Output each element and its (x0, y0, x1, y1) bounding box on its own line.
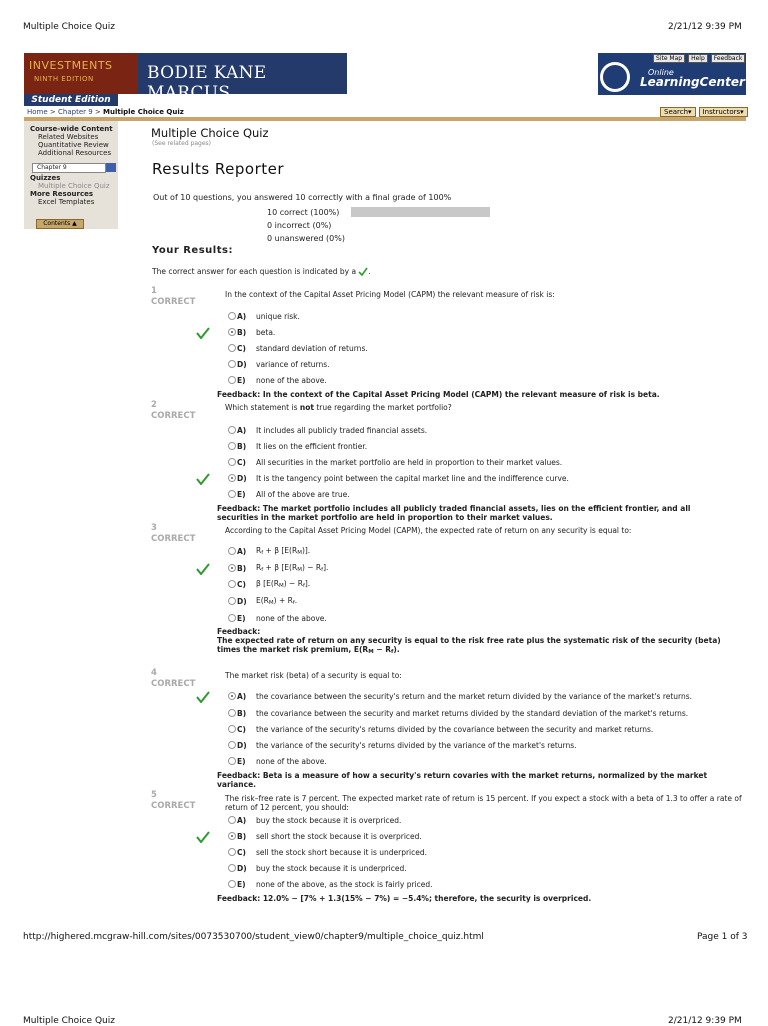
chapter-select[interactable] (32, 163, 124, 172)
olc-online-label: Online (648, 68, 674, 77)
formula-sub-f: f (261, 567, 264, 573)
radio-button[interactable] (228, 458, 236, 466)
radio-button[interactable] (228, 360, 236, 368)
investments-logo (24, 53, 138, 94)
formula-close: . (294, 596, 298, 605)
option-text: It is the tangency point between the capital market line and the indifference curve. (256, 473, 569, 483)
question-text: In the context of the Capital Asset Pricing Model (CAPM) the relevant measure of risk is: (225, 290, 555, 299)
formula-part: ) + R (273, 596, 293, 605)
answer-option[interactable] (228, 488, 350, 500)
radio-button[interactable] (228, 725, 236, 733)
option-text: standard deviation of returns. (256, 343, 368, 353)
feedback-label: Feedback: (217, 627, 261, 636)
radio-button[interactable] (228, 344, 236, 352)
footer-page: Page 1 of 3 (697, 932, 748, 942)
answer-option[interactable] (228, 862, 407, 874)
sidebar (24, 121, 118, 229)
student-edition-label: Student Edition (24, 94, 118, 106)
answer-option[interactable] (228, 310, 300, 322)
option-text: It includes all publicly traded financial assets. (256, 425, 428, 435)
radio-button[interactable] (228, 816, 236, 824)
option-letter: C) (237, 343, 246, 353)
feedback-text: Feedback: In the context of the Capital Asset Pricing Model (CAPM) the relevant measure of risk is beta. (217, 390, 660, 399)
radio-button[interactable] (228, 376, 236, 384)
feedback-text: Feedback: 12.0% − [7% + 1.3(15% − 7%) = −5.4%; therefore, the security is overpriced. (217, 894, 592, 903)
score-bar (351, 207, 490, 217)
answer-option[interactable] (228, 342, 368, 354)
option-letter: B) (237, 327, 247, 337)
print-datetime-2: 2/21/12 9:39 PM (668, 1016, 742, 1026)
correct-check-icon (196, 831, 210, 843)
option-formula (256, 546, 310, 556)
sidebar-quizzes: Quizzes (30, 174, 61, 182)
answer-option[interactable] (228, 723, 653, 735)
option-text: All securities in the market portfolio are held in proportion to their market values. (256, 457, 563, 467)
option-letter: E) (237, 756, 246, 766)
question-number (151, 668, 195, 690)
formula-sub-f: f (321, 567, 324, 573)
breadcrumb (27, 108, 184, 116)
answer-option[interactable] (228, 755, 327, 767)
sidebar-item-additional-resources[interactable]: Additional Resources (38, 149, 112, 157)
question-number (151, 400, 195, 422)
radio-button[interactable] (228, 474, 236, 482)
option-letter: C) (237, 724, 246, 734)
radio-button[interactable] (228, 564, 236, 572)
breadcrumb-home[interactable]: Home (27, 108, 48, 116)
answer-option[interactable] (228, 814, 401, 826)
question-number (151, 790, 195, 812)
correct-stat: 10 correct (100%) (267, 208, 340, 217)
option-text: beta. (256, 327, 276, 337)
feedback-part: ). (393, 645, 400, 654)
formula-sub-m: M (297, 567, 302, 573)
formula-sub-m: M (268, 600, 274, 606)
option-text: sell short the stock because it is overpriced. (256, 831, 422, 841)
results-summary: Out of 10 questions, you answered 10 correctly with a final grade of 100% (153, 193, 452, 202)
option-text: buy the stock because it is overpriced. (256, 815, 402, 825)
option-text: none of the above, as the stock is fairly priced. (256, 879, 433, 889)
question-num-value: 3 (151, 523, 157, 533)
breadcrumb-sep: > (49, 108, 56, 116)
authors-title: BODIE KANE MARCUS (147, 63, 267, 103)
results-reporter-title: Results Reporter (152, 160, 285, 178)
question-status: CORRECT (151, 297, 196, 307)
breadcrumb-current: Multiple Choice Quiz (103, 108, 184, 116)
option-text: unique risk. (256, 311, 300, 321)
sidebar-course-wide: Course-wide Content (30, 125, 113, 133)
radio-button[interactable] (228, 709, 236, 717)
option-letter: D) (237, 473, 247, 483)
answer-option[interactable] (228, 424, 427, 436)
radio-button[interactable] (228, 547, 236, 555)
option-letter: A) (237, 815, 247, 825)
correct-check-icon (196, 473, 210, 485)
formula-sub-f: f (302, 583, 305, 589)
option-text: sell the stock short because it is underpriced. (256, 847, 428, 857)
correct-check-icon (196, 563, 210, 575)
option-letter: A) (237, 546, 247, 556)
radio-button[interactable] (228, 597, 236, 605)
sidebar-item-excel-templates[interactable]: Excel Templates (38, 198, 95, 206)
option-text: All of the above are true. (256, 489, 350, 499)
see-related-link[interactable]: (See related pages) (152, 140, 212, 147)
answer-option[interactable] (228, 739, 577, 751)
option-text: buy the stock because it is underpriced. (256, 863, 407, 873)
radio-button[interactable] (228, 580, 236, 588)
radio-button[interactable] (228, 312, 236, 320)
formula-sub-m: M (368, 649, 374, 655)
option-letter: C) (237, 847, 246, 857)
answer-option[interactable] (228, 440, 367, 452)
radio-button[interactable] (228, 426, 236, 434)
radio-button[interactable] (228, 614, 236, 622)
radio-button[interactable] (228, 328, 236, 336)
formula-sub-m: M (297, 550, 302, 556)
radio-button[interactable] (228, 741, 236, 749)
option-text: none of the above. (256, 375, 327, 385)
question-num-value: 2 (151, 400, 157, 410)
option-text: the variance of the security's returns divided by the covariance between the security and market returns. (256, 724, 654, 734)
radio-button[interactable] (228, 864, 236, 872)
answer-option[interactable] (228, 690, 692, 702)
question-text: The market risk (beta) of a security is equal to: (225, 671, 402, 680)
feedback-text: Feedback: Beta is a measure of how a security's return covaries with the market returns, normalized by the market variance. (217, 771, 708, 789)
breadcrumb-chapter[interactable]: Chapter 9 (58, 108, 93, 116)
answer-option[interactable] (228, 374, 327, 386)
answer-option[interactable] (228, 456, 562, 468)
question-status: CORRECT (151, 801, 196, 811)
answer-option[interactable] (228, 472, 569, 484)
question-text-pre: Which statement is (225, 403, 300, 412)
answer-option[interactable] (228, 830, 422, 842)
chapter-select-arrow-icon (106, 163, 116, 172)
radio-button[interactable] (228, 757, 236, 765)
legend-label: The correct answer for each question is indicated by a (152, 267, 357, 276)
print-page-title-2: Multiple Choice Quiz (23, 1016, 115, 1026)
option-formula (256, 563, 328, 573)
sidebar-item-multiple-choice-quiz[interactable]: Multiple Choice Quiz (38, 182, 110, 190)
option-letter: A) (237, 425, 247, 435)
radio-button[interactable] (228, 832, 236, 840)
question-num-value: 5 (151, 790, 157, 800)
formula-r: R (256, 563, 262, 572)
question-text (225, 403, 745, 412)
radio-button[interactable] (228, 848, 236, 856)
formula-close: ]. (323, 563, 329, 572)
option-letter: E) (237, 879, 246, 889)
olc-logo-icon (600, 62, 630, 92)
answer-option[interactable] (228, 578, 310, 590)
formula-sub-f: f (391, 649, 394, 655)
sidebar-item-related-websites[interactable]: Related Websites (38, 133, 99, 141)
option-letter: D) (237, 863, 247, 873)
formula-part: β [E(R (256, 579, 279, 588)
radio-button[interactable] (228, 692, 236, 700)
answer-option[interactable] (228, 878, 433, 890)
incorrect-stat: 0 incorrect (0%) (267, 221, 332, 230)
question-num-value: 4 (151, 668, 157, 678)
question-status: CORRECT (151, 534, 196, 544)
radio-button[interactable] (228, 880, 236, 888)
option-letter: D) (237, 596, 247, 606)
option-letter: D) (237, 740, 247, 750)
feedback-part: − R (373, 645, 391, 654)
answer-option[interactable] (228, 595, 297, 607)
header-divider (24, 117, 746, 121)
option-letter: C) (237, 579, 246, 589)
option-letter: B) (237, 708, 247, 718)
check-icon (358, 267, 371, 276)
instructors-dropdown[interactable]: Instructors▾ (699, 107, 748, 117)
question-text: The risk–free rate is 7 percent. The expected market rate of return is 15 percent. If you expect a stock with a beta of 1.3 to offer a rate of return of 12 percent, you should: (225, 794, 742, 812)
contents-button[interactable]: Contents ▲ (36, 219, 84, 229)
option-letter: B) (237, 831, 247, 841)
formula-part: + β [E(R (263, 546, 298, 555)
option-formula (256, 596, 297, 606)
legend-text (152, 267, 371, 276)
breadcrumb-sep: > (94, 108, 101, 116)
feedback-text (217, 636, 732, 657)
option-letter: A) (237, 691, 247, 701)
formula-sub-f: f (261, 550, 264, 556)
investments-title: INVESTMENTS (29, 59, 113, 72)
search-dropdown[interactable]: Search▾ (660, 107, 696, 117)
option-text: the covariance between the security and market returns divided by the standard deviation of the market's returns. (256, 708, 689, 718)
formula-sub-m: M (278, 583, 284, 589)
page-title: Multiple Choice Quiz (151, 126, 269, 140)
option-letter: A) (237, 311, 247, 321)
option-text: It lies on the efficient frontier. (256, 441, 368, 451)
edition-label: NINTH EDITION (34, 75, 94, 83)
formula-close: ]. (304, 579, 311, 588)
answer-option[interactable] (228, 846, 427, 858)
site-map-button[interactable]: Site Map (653, 54, 685, 63)
legend-end: . (368, 267, 371, 276)
radio-button[interactable] (228, 442, 236, 450)
help-button[interactable]: Help (688, 54, 708, 63)
print-page-title: Multiple Choice Quiz (23, 22, 115, 32)
olc-learning-center-label: LearningCenter (640, 75, 745, 89)
formula-part: ) − R (283, 579, 303, 588)
answer-option[interactable] (228, 326, 275, 338)
question-status: CORRECT (151, 411, 196, 421)
formula-part: ) − R (301, 563, 322, 572)
sidebar-more-resources: More Resources (30, 190, 94, 198)
option-letter: C) (237, 457, 246, 467)
formula-part: + β [E(R (263, 563, 298, 572)
question-number (151, 286, 195, 308)
feedback-part: The expected rate of return on any security is equal to the risk free rate plus the systematic risk of the security (beta) times the market risk premium, E(R (217, 636, 721, 654)
formula-r: R (256, 546, 262, 555)
feedback-button[interactable]: Feedback (711, 54, 746, 63)
correct-check-icon (196, 691, 210, 703)
answer-option[interactable] (228, 545, 310, 557)
print-datetime: 2/21/12 9:39 PM (668, 22, 742, 32)
radio-button[interactable] (228, 490, 236, 498)
your-results-heading: Your Results: (152, 245, 233, 256)
formula-close: )]. (301, 546, 311, 555)
footer-url: http://highered.mcgraw-hill.com/sites/0073530700/student_view0/chapter9/multiple_choice_quiz.html (23, 932, 484, 942)
question-text-post: true regarding the market portfolio? (313, 403, 452, 412)
option-text: none of the above. (256, 613, 327, 623)
option-letter: D) (237, 359, 247, 369)
answer-option[interactable] (228, 707, 688, 719)
unanswered-stat: 0 unanswered (0%) (267, 234, 345, 243)
question-num-value: 1 (151, 286, 157, 296)
option-text: the variance of the security's returns divided by the variance of the market's returns. (256, 740, 577, 750)
olc-banner (598, 53, 746, 95)
feedback-text: Feedback: The market portfolio includes all publicly traded financial assets, lies on the efficient frontier, and all securities in the market portfolio are held in proportion to their market values. (217, 504, 691, 522)
option-text: the covariance between the security's return and the market return divided by the variance of the market's returns. (256, 691, 693, 701)
option-formula (256, 579, 310, 589)
option-letter: E) (237, 613, 246, 623)
question-number (151, 523, 195, 545)
option-text: none of the above. (256, 756, 327, 766)
question-text: According to the Capital Asset Pricing Model (CAPM), the expected rate of return on any security is equal to: (225, 526, 632, 535)
option-letter: B) (237, 441, 247, 451)
olc-dropdowns (660, 107, 748, 117)
option-text: variance of returns. (256, 359, 330, 369)
correct-check-icon (196, 327, 210, 339)
answer-option[interactable] (228, 612, 327, 624)
option-letter: B) (237, 563, 247, 573)
feedback-block (217, 627, 732, 657)
answer-option[interactable] (228, 562, 328, 574)
question-text-bold: not (299, 403, 314, 412)
sidebar-item-quantitative-review[interactable]: Quantitative Review (38, 141, 109, 149)
formula-part: E(R (256, 596, 269, 605)
option-letter: E) (237, 375, 246, 385)
answer-option[interactable] (228, 358, 330, 370)
question-status: CORRECT (151, 679, 196, 689)
chapter-select-value: Chapter 9 (32, 163, 106, 173)
formula-sub-f: f (292, 600, 295, 606)
option-letter: E) (237, 489, 246, 499)
